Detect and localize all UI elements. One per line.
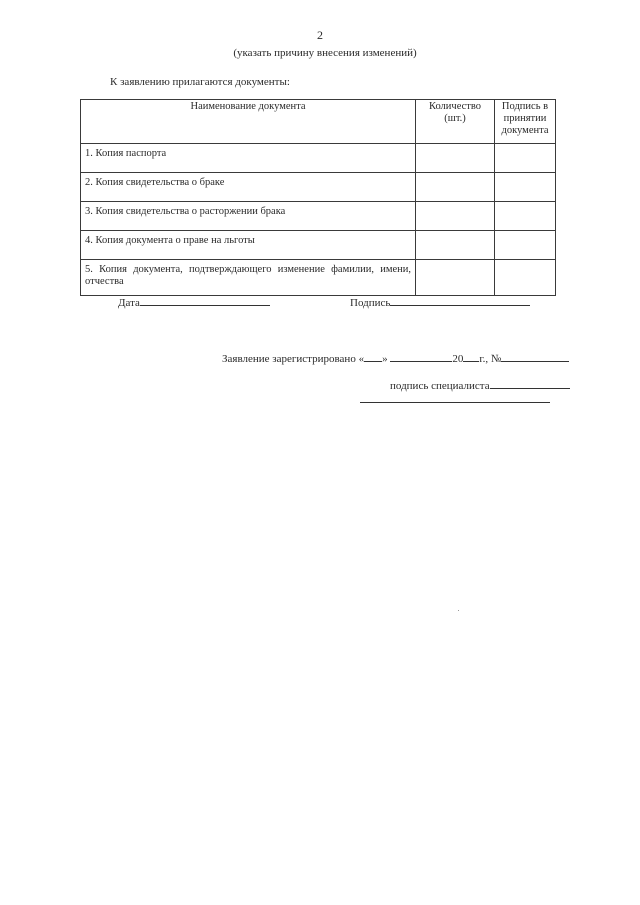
document-name-cell: 5. Копия документа, подтверждающего изменение фамилии, имени, отчества (81, 260, 416, 296)
signature-cell[interactable] (495, 231, 556, 260)
date-blank[interactable] (140, 295, 270, 306)
table-row (81, 144, 556, 173)
table-row (81, 260, 556, 296)
registration-year-blank[interactable] (463, 351, 479, 362)
signature-blank[interactable] (390, 295, 530, 306)
quantity-cell[interactable] (416, 231, 495, 260)
document-name-cell: 4. Копия документа о праве на льготы (81, 231, 416, 260)
date-field (118, 295, 270, 309)
signature-cell[interactable] (495, 202, 556, 231)
registration-number-blank[interactable] (501, 351, 569, 362)
quantity-cell[interactable] (416, 144, 495, 173)
signature-cell[interactable] (495, 260, 556, 296)
registration-year-suffix: г., № (479, 353, 502, 365)
table-row (81, 173, 556, 202)
specialist-name-rule[interactable] (360, 402, 550, 403)
applicant-signature-field (350, 295, 530, 309)
registration-month-blank[interactable] (390, 351, 452, 362)
header-signature: Подпись в принятии документа (495, 100, 556, 144)
specialist-label: подпись специалиста (390, 380, 490, 392)
scan-speck (458, 610, 459, 611)
registration-prefix: Заявление зарегистрировано « (222, 353, 365, 365)
quantity-cell[interactable] (416, 173, 495, 202)
registration-day-blank[interactable] (364, 351, 382, 362)
specialist-signature-line (390, 378, 570, 392)
header-quantity: Количество (шт.) (416, 100, 495, 144)
signature-cell[interactable] (495, 173, 556, 202)
header-document-name: Наименование документа (81, 100, 416, 144)
specialist-signature-blank[interactable] (490, 378, 570, 389)
reason-caption: (указать причину внесения изменений) (233, 47, 417, 59)
document-name-cell: 2. Копия свидетельства о браке (81, 173, 416, 202)
documents-table (80, 99, 556, 296)
signature-label: Подпись (350, 297, 391, 309)
attachments-intro: К заявлению прилагаются документы: (110, 76, 290, 88)
document-name-cell: 1. Копия паспорта (81, 144, 416, 173)
document-name-cell: 3. Копия свидетельства о расторжении брака (81, 202, 416, 231)
registration-close-quote: » (382, 353, 388, 365)
signature-cell[interactable] (495, 144, 556, 173)
date-label: Дата (118, 297, 140, 309)
quantity-cell[interactable] (416, 202, 495, 231)
page-number: 2 (317, 28, 323, 42)
quantity-cell[interactable] (416, 260, 495, 296)
table-row (81, 202, 556, 231)
registration-line (222, 351, 569, 365)
registration-year-prefix: 20 (452, 353, 464, 365)
table-header-row (81, 100, 556, 144)
table-row (81, 231, 556, 260)
